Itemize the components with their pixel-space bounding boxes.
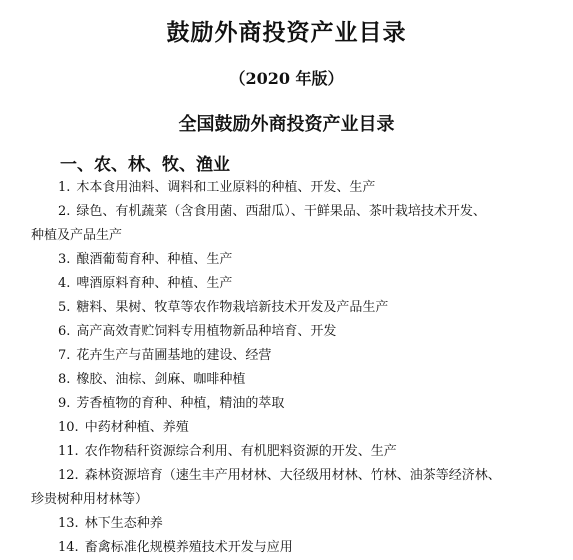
item-number: 11. [58,444,79,459]
item-number: 13. [58,516,79,531]
item-text: 酿酒葡萄育种、种植、生产 [76,252,233,267]
list-item [0,392,573,416]
item-text: 农作物秸秆资源综合利用、有机肥料资源的开发、生产 [84,444,397,459]
list-item [0,248,573,272]
item-text: 高产高效青贮饲料专用植物新品种培育、开发 [76,324,337,339]
list-item [0,440,573,464]
item-text: 花卉生产与苗圃基地的建设、经营 [76,348,272,363]
list-item [0,416,573,440]
item-number: 4. [58,276,71,291]
list-item [0,344,573,368]
list-item [0,176,573,200]
catalog-subtitle: 全国鼓励外商投资产业目录 [178,114,395,135]
item-number: 3. [58,252,71,267]
item-text: 中药材种植、养殖 [84,420,189,435]
list-item [0,536,573,560]
edition-label: （2020 年版） [229,69,344,88]
list-item [0,200,573,248]
document-title: 鼓励外商投资产业目录 [166,19,407,46]
list-item [0,464,573,512]
item-text-continuation: 珍贵树种用材林等） [31,492,149,507]
item-text: 橡胶、油棕、剑麻、咖啡种植 [76,372,246,387]
item-number: 8. [58,372,71,387]
item-number: 1. [58,180,71,195]
list-item [0,512,573,536]
item-number: 7. [58,348,71,363]
item-text: 森林资源培育（速生丰产用材林、大径级用材林、竹林、油茶等经济林、 [84,468,501,483]
item-text-continuation: 种植及产品生产 [31,228,123,243]
list-item [0,368,573,392]
item-number: 2. [58,204,71,219]
section-heading: 一、农、林、牧、渔业 [60,155,230,175]
item-text: 畜禽标准化规模养殖技术开发与应用 [84,540,293,555]
item-text: 林下生态种养 [84,516,163,531]
item-number: 14. [58,540,79,555]
list-item [0,272,573,296]
list-item [0,320,573,344]
item-text: 木本食用油料、调料和工业原料的种植、开发、生产 [76,180,376,195]
item-text: 糖料、果树、牧草等农作物栽培新技术开发及产品生产 [76,300,389,315]
item-text: 啤酒原料育种、种植、生产 [76,276,233,291]
catalog-item-list [0,176,573,560]
list-item [0,296,573,320]
item-number: 9. [58,396,71,411]
item-number: 6. [58,324,71,339]
item-number: 12. [58,468,79,483]
item-number: 5. [58,300,71,315]
item-text: 芳香植物的育种、种植，精油的萃取 [76,396,285,411]
item-number: 10. [58,420,79,435]
item-text: 绿色、有机蔬菜（含食用菌、西甜瓜）、干鲜果品、茶叶栽培技术开发、 [76,204,486,219]
